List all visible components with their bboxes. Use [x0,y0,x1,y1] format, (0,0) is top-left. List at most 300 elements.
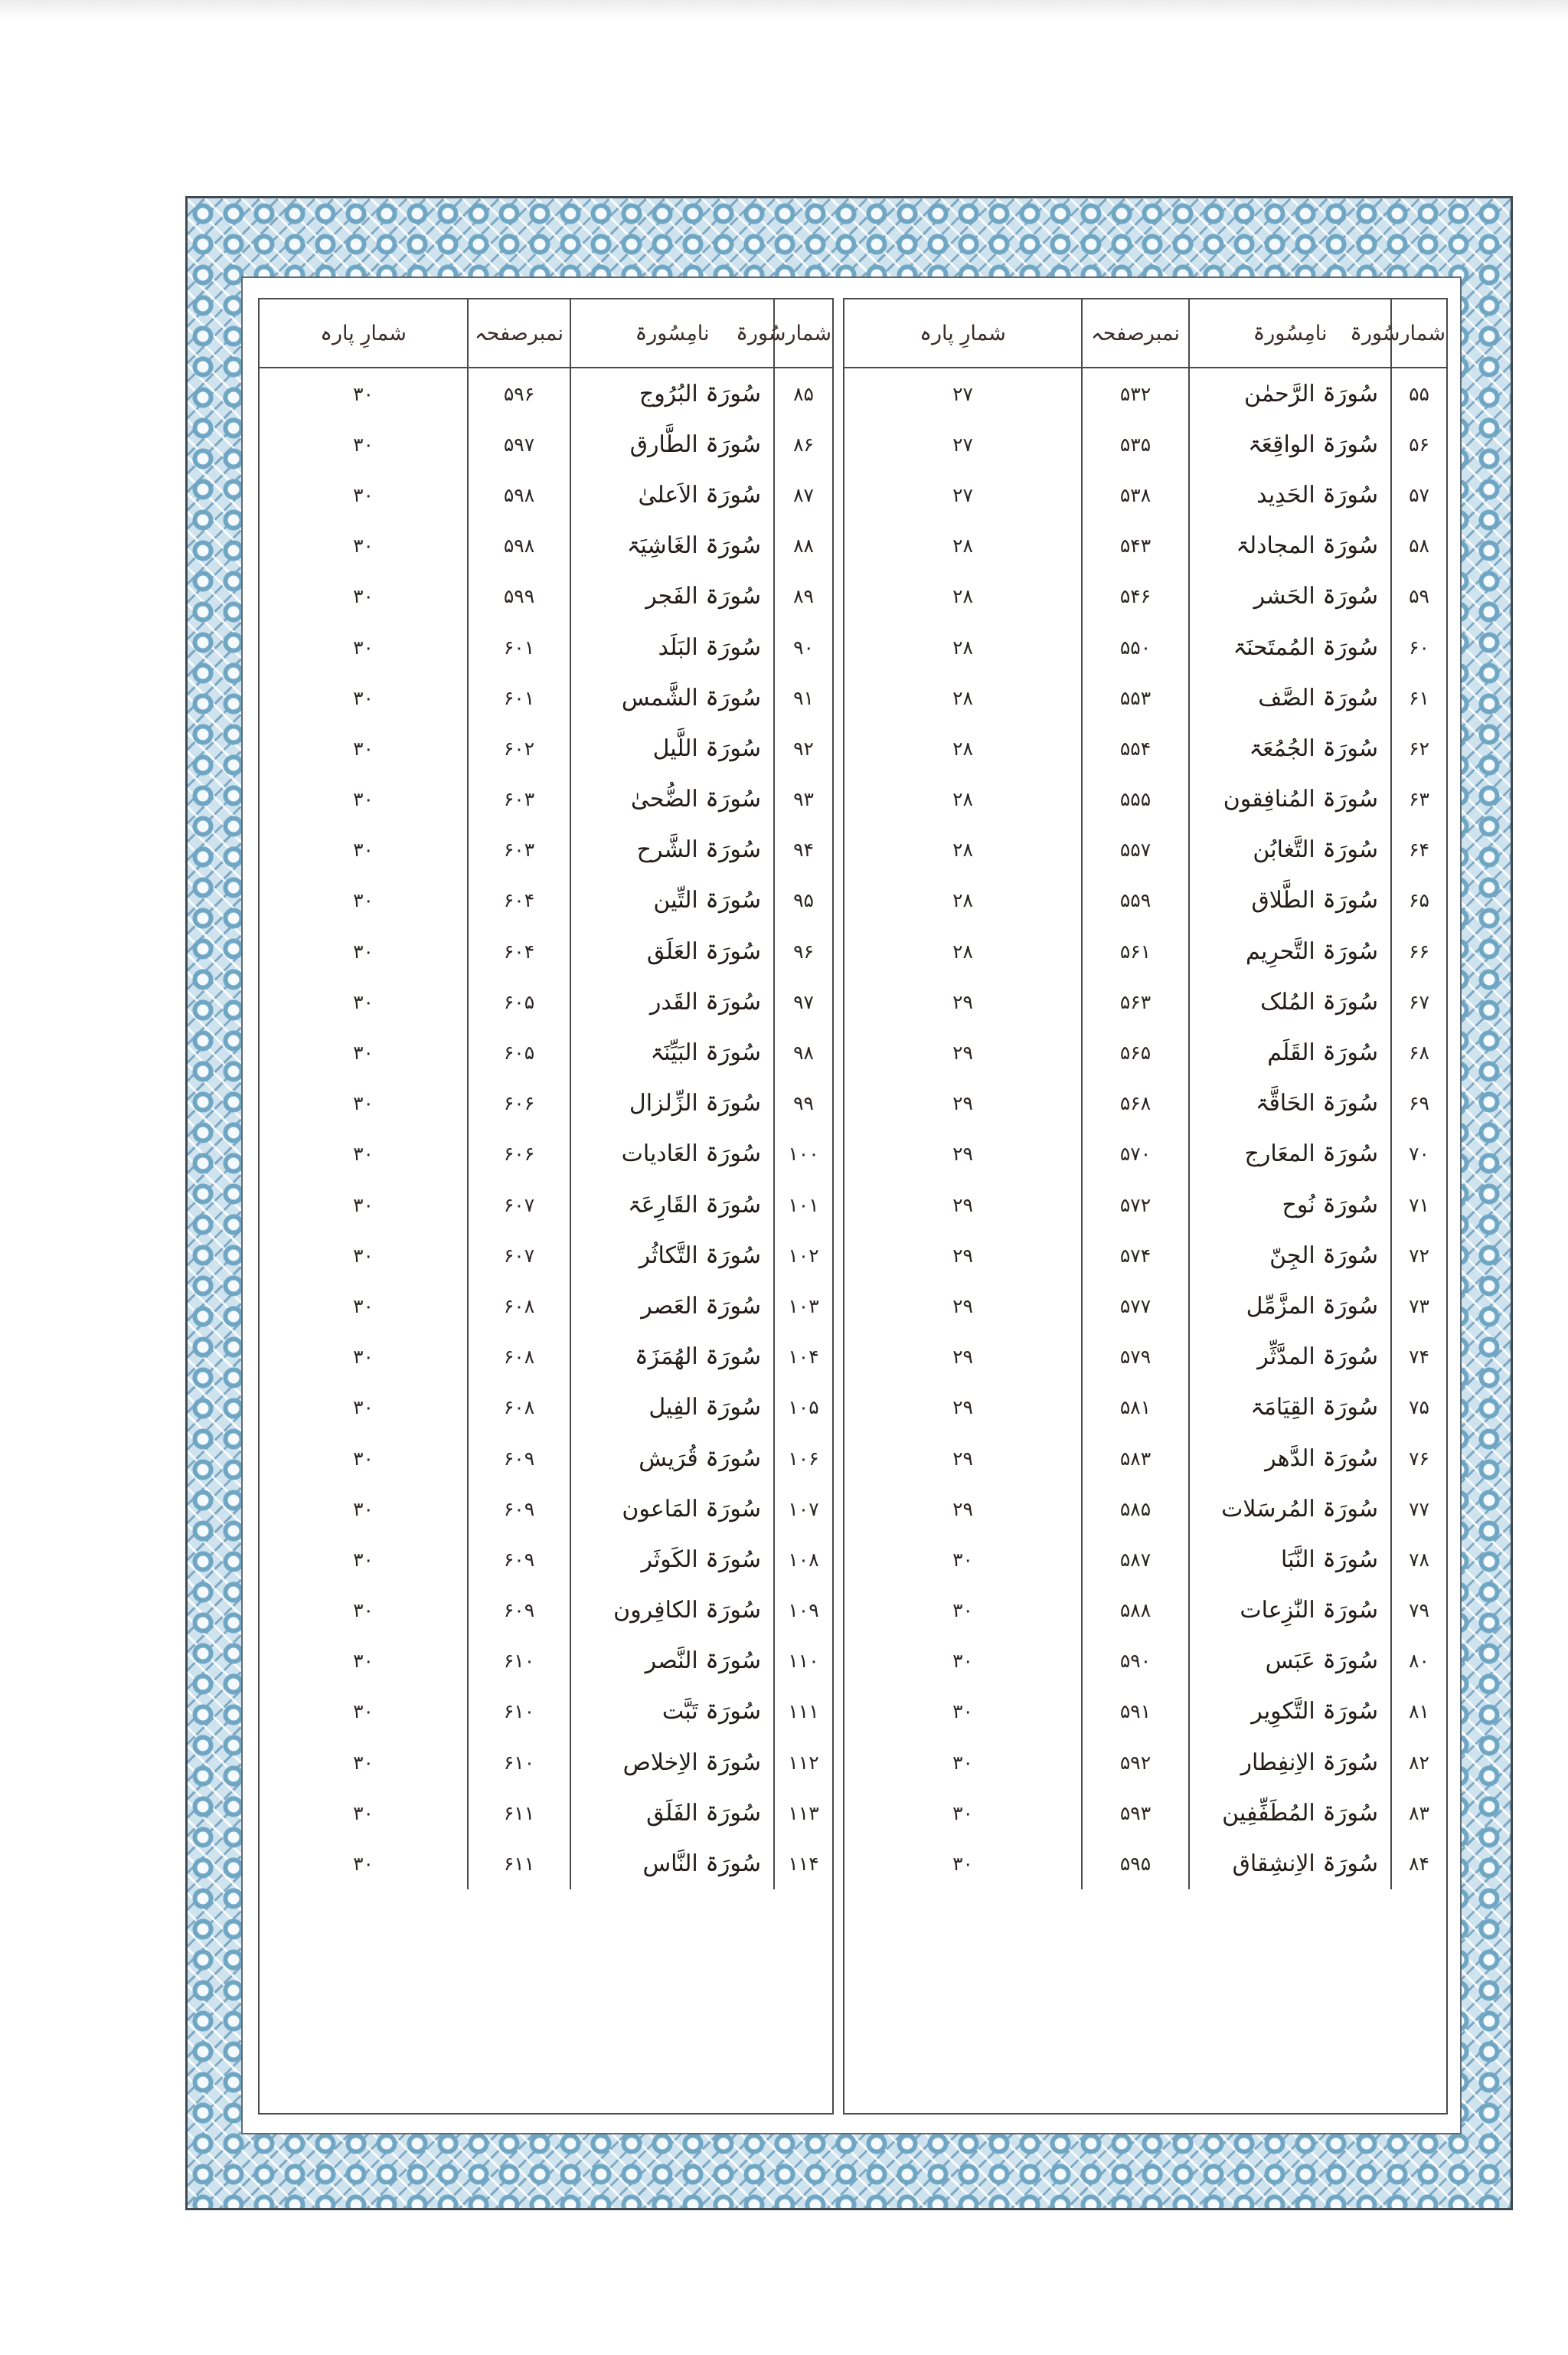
surah-name-cell: سُورَۃ اللَّیل [570,723,774,774]
para-number-cell: ۳۰ [260,1737,468,1788]
page-number-cell: ۶۱۰ [468,1686,570,1737]
para-number-cell: ۲۸ [844,926,1082,976]
table-row [844,1281,1446,1331]
page-number-cell: ۶۰۷ [468,1179,570,1230]
header-surah-number: شمارسُورۃ [1391,299,1446,368]
para-number-cell: ۳۰ [844,1534,1082,1585]
surah-number-cell: ۱۱۳ [788,1801,819,1824]
page-number-cell: ۵۳۸ [1082,469,1189,520]
page-number-cell: ۵۷۲ [1082,1179,1189,1230]
page-number-cell: ۵۹۰ [1082,1636,1189,1686]
surah-index-table-right [843,298,1448,2115]
table-row [844,1585,1446,1636]
page-number-cell: ۶۱۰ [468,1636,570,1686]
surah-number-cell: ۱۱۰ [788,1650,819,1673]
table-row [260,825,832,875]
surah-number-cell: ۷۷ [1409,1497,1429,1520]
surah-number-cell: ۹۹ [793,1092,814,1115]
surah-number-cell: ۱۱۴ [788,1853,819,1876]
surah-number-cell: ۱۰۵ [788,1396,819,1419]
page-number-cell: ۶۰۴ [468,875,570,926]
para-number-cell: ۲۷ [844,469,1082,520]
para-number-cell: ۳۰ [260,1788,468,1838]
surah-number-cell: ۷۸ [1409,1548,1429,1571]
surah-name-cell: سُورَۃ الواقِعَۃ [1189,419,1391,469]
page-number-cell: ۵۸۸ [1082,1585,1189,1636]
page-number-cell: ۶۰۴ [468,926,570,976]
table-row [844,1179,1446,1230]
header-page-number: نمبرصفحہ [1082,299,1189,368]
header-surah-number: شمارسُورۃ [774,299,832,368]
surah-name-cell: سُورَۃ المجادلۃ [1189,521,1391,571]
surah-number-cell: ۸۶ [793,433,814,456]
para-number-cell: ۲۹ [844,1179,1082,1230]
surah-name-cell: سُورَۃ المزَّمِّل [1189,1281,1391,1331]
para-number-cell: ۳۰ [260,1838,468,1889]
table-body [844,368,1446,1889]
surah-number-cell: ۸۵ [793,382,814,405]
table-row [844,469,1446,520]
surah-number-cell: ۹۷ [793,990,814,1013]
page-number-cell: ۵۴۶ [1082,571,1189,622]
table-row [844,1332,1446,1382]
para-number-cell: ۳۰ [260,1534,468,1585]
table-row [844,571,1446,622]
table-row [844,368,1446,419]
surah-name-cell: سُورَۃ الاِنفِطار [1189,1737,1391,1788]
page-number-cell: ۶۰۸ [468,1382,570,1433]
table-row [260,1433,832,1483]
para-number-cell: ۳۰ [844,1788,1082,1838]
table-row [844,1078,1446,1129]
surah-name-cell: سُورَۃ التَّحرِیم [1189,926,1391,976]
table-row [844,774,1446,825]
page-number-cell: ۵۶۸ [1082,1078,1189,1129]
para-number-cell: ۳۰ [260,1332,468,1382]
surah-name-cell: سُورَۃ الفِیل [570,1382,774,1433]
table-row [844,419,1446,469]
surah-name-cell: سُورَۃ العَادیات [570,1129,774,1179]
surah-number-cell: ۵۹ [1409,585,1429,608]
surah-number-cell: ۶۰ [1409,636,1429,659]
page-number-cell: ۶۰۶ [468,1078,570,1129]
surah-name-cell: سُورَۃ الکافِرون [570,1585,774,1636]
table-row [844,1382,1446,1433]
table-row [844,1686,1446,1737]
table-row [260,723,832,774]
surah-number-cell: ۱۰۲ [788,1244,819,1267]
surah-name-cell: سُورَۃ الاَعلیٰ [570,469,774,520]
para-number-cell: ۳۰ [260,1585,468,1636]
table-row [260,672,832,723]
page-number-cell: ۶۰۶ [468,1129,570,1179]
para-number-cell: ۲۷ [844,368,1082,419]
header-page-number: نمبرصفحہ [468,299,570,368]
table-row [844,1129,1446,1179]
para-number-cell: ۳۰ [844,1636,1082,1686]
para-number-cell: ۲۸ [844,825,1082,875]
surah-number-cell: ۹۶ [793,940,814,963]
page-number-cell: ۵۹۱ [1082,1686,1189,1737]
surah-name-cell: سُورَۃ المَاعون [570,1483,774,1534]
para-number-cell: ۲۹ [844,1433,1082,1483]
surah-name-cell: سُورَۃ المُرسَلات [1189,1483,1391,1534]
table-row [844,622,1446,672]
para-number-cell: ۳۰ [260,1433,468,1483]
surah-number-cell: ۶۲ [1409,737,1429,760]
table-row [844,875,1446,926]
para-number-cell: ۲۸ [844,571,1082,622]
surah-number-cell: ۸۸ [793,535,814,558]
surah-name-cell: سُورَۃ القِیَامَۃ [1189,1382,1391,1433]
header-para-number: شمارِ پارہ [260,299,468,368]
para-number-cell: ۳۰ [260,1078,468,1129]
page-number-cell: ۵۳۲ [1082,368,1189,419]
table-row [260,1281,832,1331]
surah-number-cell: ۶۴ [1409,839,1429,862]
surah-name-cell: سُورَۃ الزِّلزال [570,1078,774,1129]
table-row [260,1078,832,1129]
surah-name-cell: سُورَۃ التَّکوِیر [1189,1686,1391,1737]
page-number-cell: ۶۰۱ [468,622,570,672]
page-number-cell: ۵۹۸ [468,469,570,520]
page-number-cell: ۵۹۶ [468,368,570,419]
table-body [260,368,832,1889]
table-row [844,1737,1446,1788]
page-number-cell: ۵۹۳ [1082,1788,1189,1838]
table-row [260,774,832,825]
surah-number-cell: ۷۹ [1409,1599,1429,1622]
page-number-cell: ۶۰۵ [468,1027,570,1078]
surah-number-cell: ۷۳ [1409,1294,1429,1317]
surah-table [260,299,832,1889]
para-number-cell: ۲۸ [844,875,1082,926]
page-number-cell: ۵۸۱ [1082,1382,1189,1433]
surah-name-cell: سُورَۃ الضُّحیٰ [570,774,774,825]
surah-name-cell: سُورَۃ الحَشر [1189,571,1391,622]
page-number-cell: ۶۰۳ [468,774,570,825]
table-row [844,1788,1446,1838]
surah-name-cell: سُورَۃ القَدر [570,976,774,1027]
surah-name-cell: سُورَۃ عَبَس [1189,1636,1391,1686]
page-number-cell: ۵۵۳ [1082,672,1189,723]
surah-number-cell: ۹۱ [793,686,814,709]
surah-number-cell: ۹۸ [793,1042,814,1065]
page-number-cell: ۶۰۸ [468,1332,570,1382]
table-row [260,1534,832,1585]
para-number-cell: ۲۹ [844,1078,1082,1129]
para-number-cell: ۳۰ [260,622,468,672]
surah-name-cell: سُورَۃ النّٰزِعات [1189,1585,1391,1636]
surah-table [844,299,1446,1889]
table-row [260,622,832,672]
table-row [260,1838,832,1889]
surah-number-cell: ۷۲ [1409,1244,1429,1267]
page-number-cell: ۵۷۰ [1082,1129,1189,1179]
surah-number-cell: ۷۴ [1409,1346,1429,1369]
surah-name-cell: سُورَۃ الطَّارق [570,419,774,469]
surah-number-cell: ۷۱ [1409,1193,1429,1216]
table-row [260,1737,832,1788]
table-row [260,1788,832,1838]
surah-number-cell: ۶۵ [1409,889,1429,912]
table-row [260,875,832,926]
surah-name-cell: سُورَۃ البَیِّنَۃ [570,1027,774,1078]
table-row [844,521,1446,571]
page-number-cell: ۶۱۱ [468,1788,570,1838]
table-row [844,1534,1446,1585]
surah-number-cell: ۹۴ [793,839,814,862]
surah-name-cell: سُورَۃ الشَّمس [570,672,774,723]
para-number-cell: ۳۰ [844,1838,1082,1889]
surah-name-cell: سُورَۃ الفَلَق [570,1788,774,1838]
table-row [260,1636,832,1686]
page-number-cell: ۶۰۹ [468,1585,570,1636]
para-number-cell: ۲۹ [844,1382,1082,1433]
surah-name-cell: سُورَۃ النَّبَا [1189,1534,1391,1585]
para-number-cell: ۳۰ [260,1636,468,1686]
page-number-cell: ۵۷۴ [1082,1230,1189,1281]
header-surah-name: نامِسُورۃ [1189,299,1391,368]
para-number-cell: ۳۰ [260,1129,468,1179]
surah-name-cell: سُورَۃ الفَجر [570,571,774,622]
surah-name-cell: سُورَۃ العَلَق [570,926,774,976]
table-row [844,1230,1446,1281]
surah-number-cell: ۸۷ [793,483,814,506]
table-row [844,1636,1446,1686]
ornamental-border [185,196,1513,2210]
surah-name-cell: سُورَۃ المعَارج [1189,1129,1391,1179]
page-number-cell: ۵۹۲ [1082,1737,1189,1788]
page-number-cell: ۶۱۱ [468,1838,570,1889]
surah-name-cell: سُورَۃ النَّاس [570,1838,774,1889]
surah-name-cell: سُورَۃ العَصر [570,1281,774,1331]
page-number-cell: ۵۹۸ [468,521,570,571]
surah-number-cell: ۱۰۰ [788,1143,819,1166]
table-row [844,1433,1446,1483]
surah-name-cell: سُورَۃ البُرُوج [570,368,774,419]
para-number-cell: ۲۹ [844,1281,1082,1331]
page-number-cell: ۵۹۷ [468,419,570,469]
page-number-cell: ۶۰۵ [468,976,570,1027]
page-number-cell: ۵۸۳ [1082,1433,1189,1483]
table-row [844,1838,1446,1889]
surah-name-cell: سُورَۃ الحَاقَّۃ [1189,1078,1391,1129]
header-para-number: شمارِ پارہ [844,299,1082,368]
para-number-cell: ۳۰ [260,723,468,774]
surah-number-cell: ۶۳ [1409,788,1429,811]
table-row [844,1027,1446,1078]
surah-name-cell: سُورَۃ التَّغابُن [1189,825,1391,875]
page-number-cell: ۶۰۲ [468,723,570,774]
surah-number-cell: ۸۳ [1409,1801,1429,1824]
surah-number-cell: ۹۲ [793,737,814,760]
surah-number-cell: ۸۱ [1409,1700,1429,1723]
surah-number-cell: ۷۰ [1409,1143,1429,1166]
page-number-cell: ۵۶۱ [1082,926,1189,976]
table-row [260,419,832,469]
surah-number-cell: ۹۰ [793,636,814,659]
para-number-cell: ۲۸ [844,774,1082,825]
page-number-cell: ۵۹۵ [1082,1838,1189,1889]
surah-number-cell: ۵۶ [1409,433,1429,456]
surah-number-cell: ۵۸ [1409,535,1429,558]
para-number-cell: ۲۸ [844,622,1082,672]
surah-name-cell: سُورَۃ الاِنشِقاق [1189,1838,1391,1889]
page-top-shadow [0,0,1568,20]
table-row [844,672,1446,723]
surah-number-cell: ۸۹ [793,585,814,608]
surah-name-cell: سُورَۃ المُمتَحنَۃ [1189,622,1391,672]
para-number-cell: ۳۰ [260,1179,468,1230]
table-row [844,926,1446,976]
surah-number-cell: ۱۰۱ [788,1193,819,1216]
surah-number-cell: ۶۶ [1409,940,1429,963]
table-row [260,1585,832,1636]
surah-index-table-left [258,298,834,2115]
surah-name-cell: سُورَۃ الاِخلاص [570,1737,774,1788]
para-number-cell: ۳۰ [844,1686,1082,1737]
table-row [844,1483,1446,1534]
table-row [260,976,832,1027]
surah-number-cell: ۷۶ [1409,1447,1429,1470]
para-number-cell: ۲۸ [844,723,1082,774]
surah-number-cell: ۱۰۷ [788,1497,819,1520]
table-row [260,571,832,622]
para-number-cell: ۳۰ [260,875,468,926]
page-number-cell: ۵۵۷ [1082,825,1189,875]
surah-number-cell: ۶۹ [1409,1092,1429,1115]
page-number-cell: ۵۶۵ [1082,1027,1189,1078]
page-number-cell: ۶۰۹ [468,1534,570,1585]
surah-name-cell: سُورَۃ المدَّثِّر [1189,1332,1391,1382]
page-number-cell: ۶۰۸ [468,1281,570,1331]
page-number-cell: ۶۰۹ [468,1483,570,1534]
page-number-cell: ۵۷۷ [1082,1281,1189,1331]
para-number-cell: ۳۰ [260,521,468,571]
table-row [844,723,1446,774]
surah-name-cell: سُورَۃ المُنافِقون [1189,774,1391,825]
surah-name-cell: سُورَۃ الجِنّ [1189,1230,1391,1281]
para-number-cell: ۲۷ [844,419,1082,469]
header-surah-name: نامِسُورۃ [570,299,774,368]
para-number-cell: ۳۰ [260,926,468,976]
para-number-cell: ۳۰ [260,825,468,875]
table-row [260,1686,832,1737]
surah-number-cell: ۱۰۸ [788,1548,819,1571]
surah-name-cell: سُورَۃ تَبَّت [570,1686,774,1737]
surah-number-cell: ۱۱۱ [788,1700,819,1723]
page-number-cell: ۶۰۹ [468,1433,570,1483]
table-row [260,1230,832,1281]
table-header-row [844,299,1446,368]
surah-number-cell: ۱۰۹ [788,1599,819,1622]
para-number-cell: ۲۹ [844,976,1082,1027]
surah-name-cell: سُورَۃ قُرَیش [570,1433,774,1483]
para-number-cell: ۳۰ [260,976,468,1027]
surah-number-cell: ۵۵ [1409,382,1429,405]
surah-number-cell: ۵۷ [1409,483,1429,506]
surah-number-cell: ۶۱ [1409,686,1429,709]
para-number-cell: ۳۰ [260,419,468,469]
surah-name-cell: سُورَۃ الرَّحمٰن [1189,368,1391,419]
surah-number-cell: ۶۷ [1409,990,1429,1013]
table-row [260,1483,832,1534]
surah-name-cell: سُورَۃ البَلَد [570,622,774,672]
surah-number-cell: ۱۰۳ [788,1294,819,1317]
para-number-cell: ۲۹ [844,1483,1082,1534]
page-number-cell: ۶۰۷ [468,1230,570,1281]
table-row [260,469,832,520]
para-number-cell: ۳۰ [260,368,468,419]
surah-number-cell: ۱۰۶ [788,1447,819,1470]
table-row [260,368,832,419]
surah-name-cell: سُورَۃ التِّین [570,875,774,926]
table-row [260,926,832,976]
surah-name-cell: سُورَۃ الطَّلاق [1189,875,1391,926]
surah-name-cell: سُورَۃ المُلک [1189,976,1391,1027]
para-number-cell: ۳۰ [844,1737,1082,1788]
surah-name-cell: سُورَۃ الصَّف [1189,672,1391,723]
surah-name-cell: سُورَۃ الھُمَزَۃ [570,1332,774,1382]
page-number-cell: ۵۴۳ [1082,521,1189,571]
surah-name-cell: سُورَۃ التَّکاثُر [570,1230,774,1281]
surah-name-cell: سُورَۃ الغَاشِیَۃ [570,521,774,571]
surah-name-cell: سُورَۃ المُطَفِّفِین [1189,1788,1391,1838]
surah-name-cell: سُورَۃ نُوح [1189,1179,1391,1230]
surah-number-cell: ۶۸ [1409,1042,1429,1065]
para-number-cell: ۳۰ [260,571,468,622]
page-number-cell: ۵۹۹ [468,571,570,622]
surah-number-cell: ۸۰ [1409,1650,1429,1673]
page-number-cell: ۵۷۹ [1082,1332,1189,1382]
page-number-cell: ۵۵۴ [1082,723,1189,774]
para-number-cell: ۳۰ [844,1585,1082,1636]
surah-number-cell: ۷۵ [1409,1396,1429,1419]
para-number-cell: ۳۰ [260,1281,468,1331]
para-number-cell: ۲۹ [844,1332,1082,1382]
page-number-cell: ۵۸۵ [1082,1483,1189,1534]
surah-number-cell: ۸۴ [1409,1853,1429,1876]
table-row [844,825,1446,875]
surah-number-cell: ۹۳ [793,788,814,811]
surah-name-cell: سُورَۃ الشَّرح [570,825,774,875]
table-row [260,1129,832,1179]
surah-number-cell: ۸۲ [1409,1751,1429,1774]
page-number-cell: ۶۰۳ [468,825,570,875]
para-number-cell: ۲۸ [844,521,1082,571]
table-row [260,1382,832,1433]
page-number-cell: ۵۵۹ [1082,875,1189,926]
para-number-cell: ۳۰ [260,1230,468,1281]
surah-name-cell: سُورَۃ القَلَم [1189,1027,1391,1078]
surah-name-cell: سُورَۃ الکَوثَر [570,1534,774,1585]
para-number-cell: ۲۸ [844,672,1082,723]
para-number-cell: ۳۰ [260,774,468,825]
surah-name-cell: سُورَۃ الدَّھر [1189,1433,1391,1483]
para-number-cell: ۲۹ [844,1230,1082,1281]
para-number-cell: ۳۰ [260,1483,468,1534]
table-row [844,976,1446,1027]
para-number-cell: ۳۰ [260,1686,468,1737]
para-number-cell: ۳۰ [260,672,468,723]
page-number-cell: ۵۳۵ [1082,419,1189,469]
para-number-cell: ۲۹ [844,1129,1082,1179]
surah-number-cell: ۹۵ [793,889,814,912]
page-number-cell: ۵۶۳ [1082,976,1189,1027]
table-row [260,521,832,571]
page-number-cell: ۶۰۱ [468,672,570,723]
